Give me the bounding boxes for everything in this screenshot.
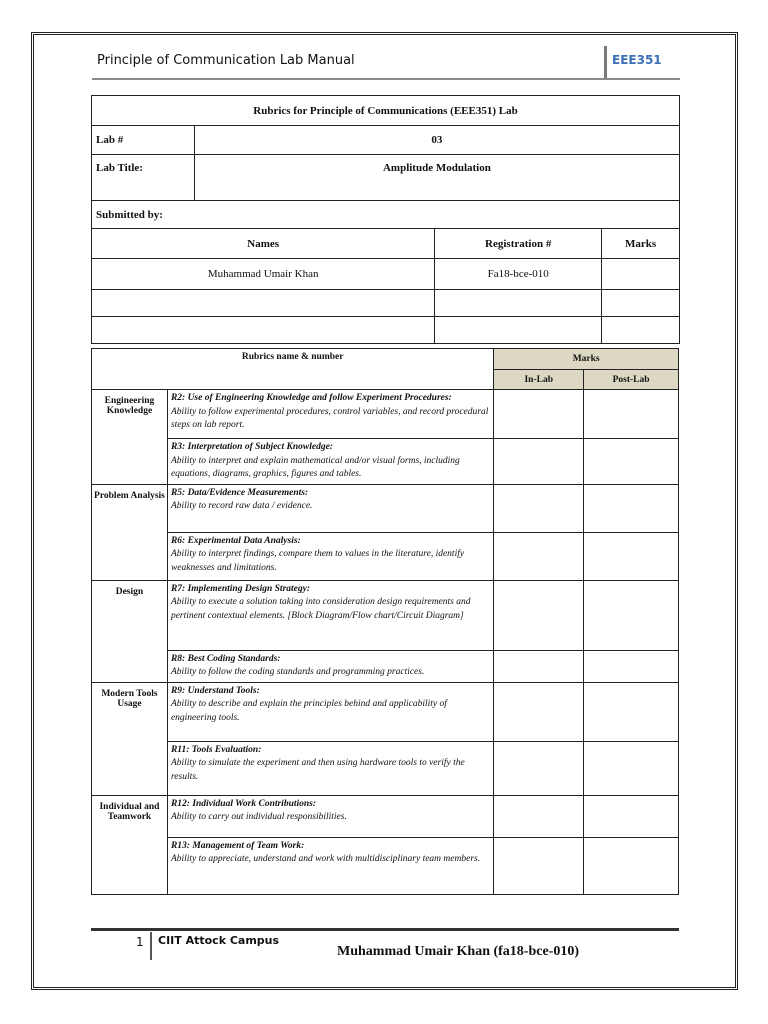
postlab-mark-cell[interactable] bbox=[584, 484, 679, 532]
inlab-mark-cell[interactable] bbox=[494, 741, 584, 795]
lab-title-value: Amplitude Modulation bbox=[194, 155, 679, 201]
rubric-description: Ability to record raw data / evidence. bbox=[170, 501, 313, 511]
rubric-title: R6: Experimental Data Analysis: bbox=[170, 535, 301, 546]
marks-group-header: Marks bbox=[494, 349, 679, 370]
postlab-mark-cell[interactable] bbox=[584, 532, 679, 580]
rubric-title: R11: Tools Evaluation: bbox=[170, 744, 262, 755]
inlab-header: In-Lab bbox=[494, 370, 584, 390]
rubric-description: Ability to appreciate, understand and work with multidisciplinary team members. bbox=[170, 854, 481, 864]
inlab-mark-cell[interactable] bbox=[494, 439, 584, 485]
empty-reg-cell bbox=[435, 290, 602, 317]
category-name: Engineering Knowledge bbox=[92, 390, 168, 485]
rubrics-name-header: Rubrics name & number bbox=[92, 349, 494, 390]
student-marks bbox=[602, 259, 680, 290]
rubric-title: R7: Implementing Design Strategy: bbox=[170, 583, 311, 594]
inlab-mark-cell[interactable] bbox=[494, 837, 584, 894]
inlab-mark-cell[interactable] bbox=[494, 682, 584, 741]
postlab-header: Post-Lab bbox=[584, 370, 679, 390]
rubric-cell bbox=[167, 532, 493, 580]
rubric-description: Ability to follow experimental procedures, control variables, and record procedural steps on lab report. bbox=[170, 406, 489, 430]
rubric-cell bbox=[167, 439, 493, 485]
student-name: Muhammad Umair Khan bbox=[92, 259, 435, 290]
category-name: Individual and Teamwork bbox=[92, 795, 168, 894]
postlab-mark-cell[interactable] bbox=[584, 682, 679, 741]
rubric-title: R3: Interpretation of Subject Knowledge: bbox=[170, 442, 333, 452]
rubric-description: Ability to follow the coding standards and programming practices. bbox=[170, 667, 425, 677]
campus-name: CIIT Attock Campus bbox=[158, 934, 280, 947]
postlab-mark-cell[interactable] bbox=[584, 837, 679, 894]
header-separator bbox=[604, 46, 607, 78]
rubric-cell bbox=[167, 682, 493, 741]
names-header: Names bbox=[92, 229, 435, 259]
empty-reg-cell bbox=[435, 317, 602, 344]
category-name: Modern Tools Usage bbox=[92, 682, 168, 795]
footer-separator bbox=[150, 932, 152, 960]
inlab-mark-cell[interactable] bbox=[494, 390, 584, 439]
category-name: Problem Analysis bbox=[92, 484, 168, 580]
rubric-cell bbox=[167, 484, 493, 532]
postlab-mark-cell[interactable] bbox=[584, 741, 679, 795]
inlab-mark-cell[interactable] bbox=[494, 484, 584, 532]
empty-marks-cell bbox=[602, 290, 680, 317]
rubric-cell bbox=[167, 580, 493, 650]
rubric-title: R13: Management of Team Work: bbox=[170, 840, 305, 851]
rubrics-table bbox=[91, 348, 679, 895]
category-name: Design bbox=[92, 580, 168, 682]
lab-title-label: Lab Title: bbox=[92, 155, 195, 201]
rubric-description: Ability to interpret and explain mathematical and/or visual forms, including equations, diagrams, graphics, figures and tables. bbox=[170, 455, 460, 479]
postlab-mark-cell[interactable] bbox=[584, 390, 679, 439]
rubric-title: R12: Individual Work Contributions: bbox=[170, 798, 317, 809]
manual-title: Principle of Communication Lab Manual bbox=[97, 53, 355, 68]
page-number: 1 bbox=[136, 935, 144, 949]
rubric-title: R2: Use of Engineering Knowledge and follow Experiment Procedures: bbox=[170, 393, 452, 403]
rubric-description: Ability to simulate the experiment and then using hardware tools to verify the results. bbox=[170, 758, 465, 782]
rubric-description: Ability to describe and explain the principles behind and applicability of engineering tools. bbox=[170, 699, 447, 723]
empty-marks-cell bbox=[602, 317, 680, 344]
postlab-mark-cell[interactable] bbox=[584, 650, 679, 682]
postlab-mark-cell[interactable] bbox=[584, 580, 679, 650]
lab-info-table bbox=[91, 95, 680, 344]
postlab-mark-cell[interactable] bbox=[584, 439, 679, 485]
header-rule bbox=[92, 78, 680, 80]
rubric-cell bbox=[167, 837, 493, 894]
rubric-title: R8: Best Coding Standards: bbox=[170, 653, 281, 664]
rubric-cell bbox=[167, 741, 493, 795]
course-code: EEE351 bbox=[612, 53, 662, 67]
rubric-cell bbox=[167, 390, 493, 439]
empty-name-cell bbox=[92, 317, 435, 344]
empty-name-cell bbox=[92, 290, 435, 317]
rubric-description: Ability to execute a solution taking into consideration design requirements and pertinent contextual elements. [Block Diagram/Flow chart/Circuit Diagram] bbox=[170, 597, 471, 621]
rubric-cell bbox=[167, 795, 493, 837]
student-signature: Muhammad Umair Khan (fa18-bce-010) bbox=[337, 944, 580, 959]
inlab-mark-cell[interactable] bbox=[494, 532, 584, 580]
submitted-by-label: Submitted by: bbox=[92, 201, 680, 229]
registration-header: Registration # bbox=[435, 229, 602, 259]
lab-number-label: Lab # bbox=[92, 126, 195, 155]
rubric-cell bbox=[167, 650, 493, 682]
rubric-title: R9: Understand Tools: bbox=[170, 685, 260, 696]
inlab-mark-cell[interactable] bbox=[494, 795, 584, 837]
inlab-mark-cell[interactable] bbox=[494, 580, 584, 650]
marks-header: Marks bbox=[602, 229, 680, 259]
footer-rule bbox=[91, 928, 679, 931]
postlab-mark-cell[interactable] bbox=[584, 795, 679, 837]
rubric-description: Ability to interpret findings, compare them to values in the literature, identify weaknesses and limitations. bbox=[170, 549, 465, 573]
rubric-title: R5: Data/Evidence Measurements: bbox=[170, 487, 309, 498]
student-registration: Fa18-bce-010 bbox=[435, 259, 602, 290]
rubrics-table-title: Rubrics for Principle of Communications (EEE351) Lab bbox=[92, 96, 680, 126]
inlab-mark-cell[interactable] bbox=[494, 650, 584, 682]
rubric-description: Ability to carry out individual responsibilities. bbox=[170, 812, 347, 822]
lab-number-value: 03 bbox=[194, 126, 679, 155]
